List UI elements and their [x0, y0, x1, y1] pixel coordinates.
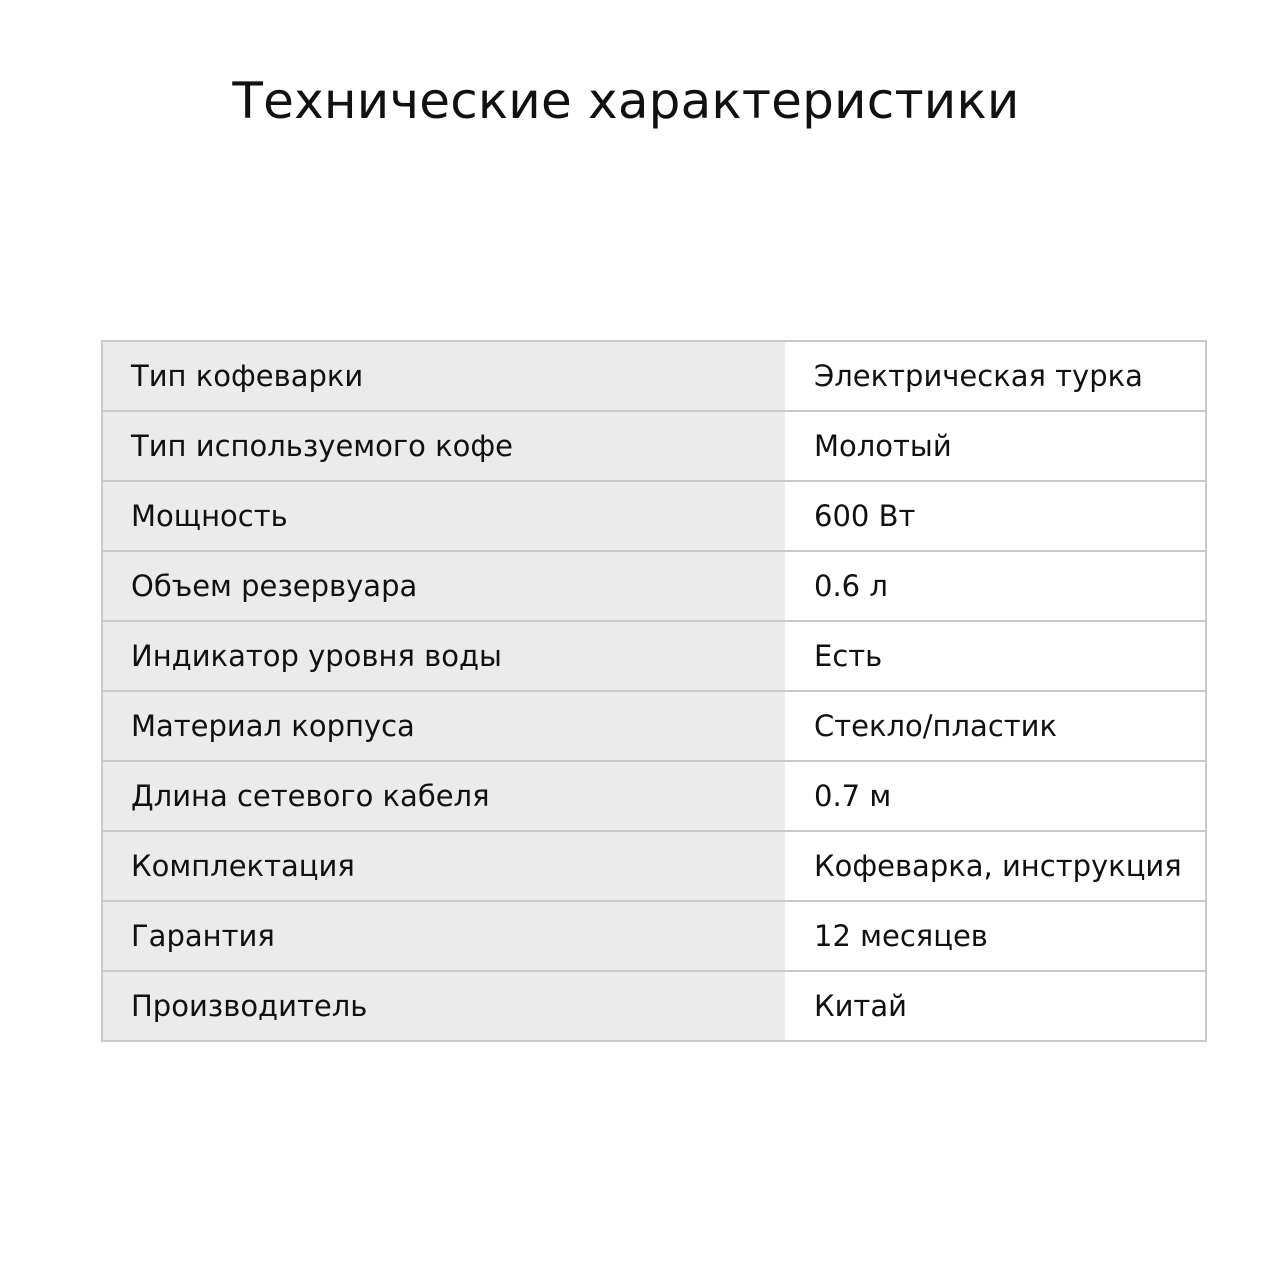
spec-value: 0.6 л — [785, 551, 1206, 621]
spec-value: 0.7 м — [785, 761, 1206, 831]
table-row — [102, 971, 1206, 1041]
spec-value: Есть — [785, 621, 1206, 691]
spec-label: Гарантия — [102, 901, 785, 971]
spec-label: Тип кофеварки — [102, 341, 785, 411]
page-title: Технические характеристики — [232, 72, 1020, 130]
spec-value: Кофеварка, инструкция — [785, 831, 1206, 901]
table-row — [102, 621, 1206, 691]
spec-value: 12 месяцев — [785, 901, 1206, 971]
spec-label: Мощность — [102, 481, 785, 551]
spec-value: Китай — [785, 971, 1206, 1041]
spec-label: Комплектация — [102, 831, 785, 901]
spec-table — [101, 340, 1207, 1042]
spec-label: Материал корпуса — [102, 691, 785, 761]
table-row — [102, 481, 1206, 551]
spec-value: Электрическая турка — [785, 341, 1206, 411]
spec-value: 600 Вт — [785, 481, 1206, 551]
table-row — [102, 551, 1206, 621]
table-row — [102, 901, 1206, 971]
table-row — [102, 831, 1206, 901]
table-row — [102, 761, 1206, 831]
table-row — [102, 411, 1206, 481]
table-row — [102, 691, 1206, 761]
table-row — [102, 341, 1206, 411]
spec-label: Объем резервуара — [102, 551, 785, 621]
spec-value: Молотый — [785, 411, 1206, 481]
spec-label: Длина сетевого кабеля — [102, 761, 785, 831]
spec-value: Стекло/пластик — [785, 691, 1206, 761]
spec-label: Тип используемого кофе — [102, 411, 785, 481]
spec-label: Индикатор уровня воды — [102, 621, 785, 691]
spec-label: Производитель — [102, 971, 785, 1041]
